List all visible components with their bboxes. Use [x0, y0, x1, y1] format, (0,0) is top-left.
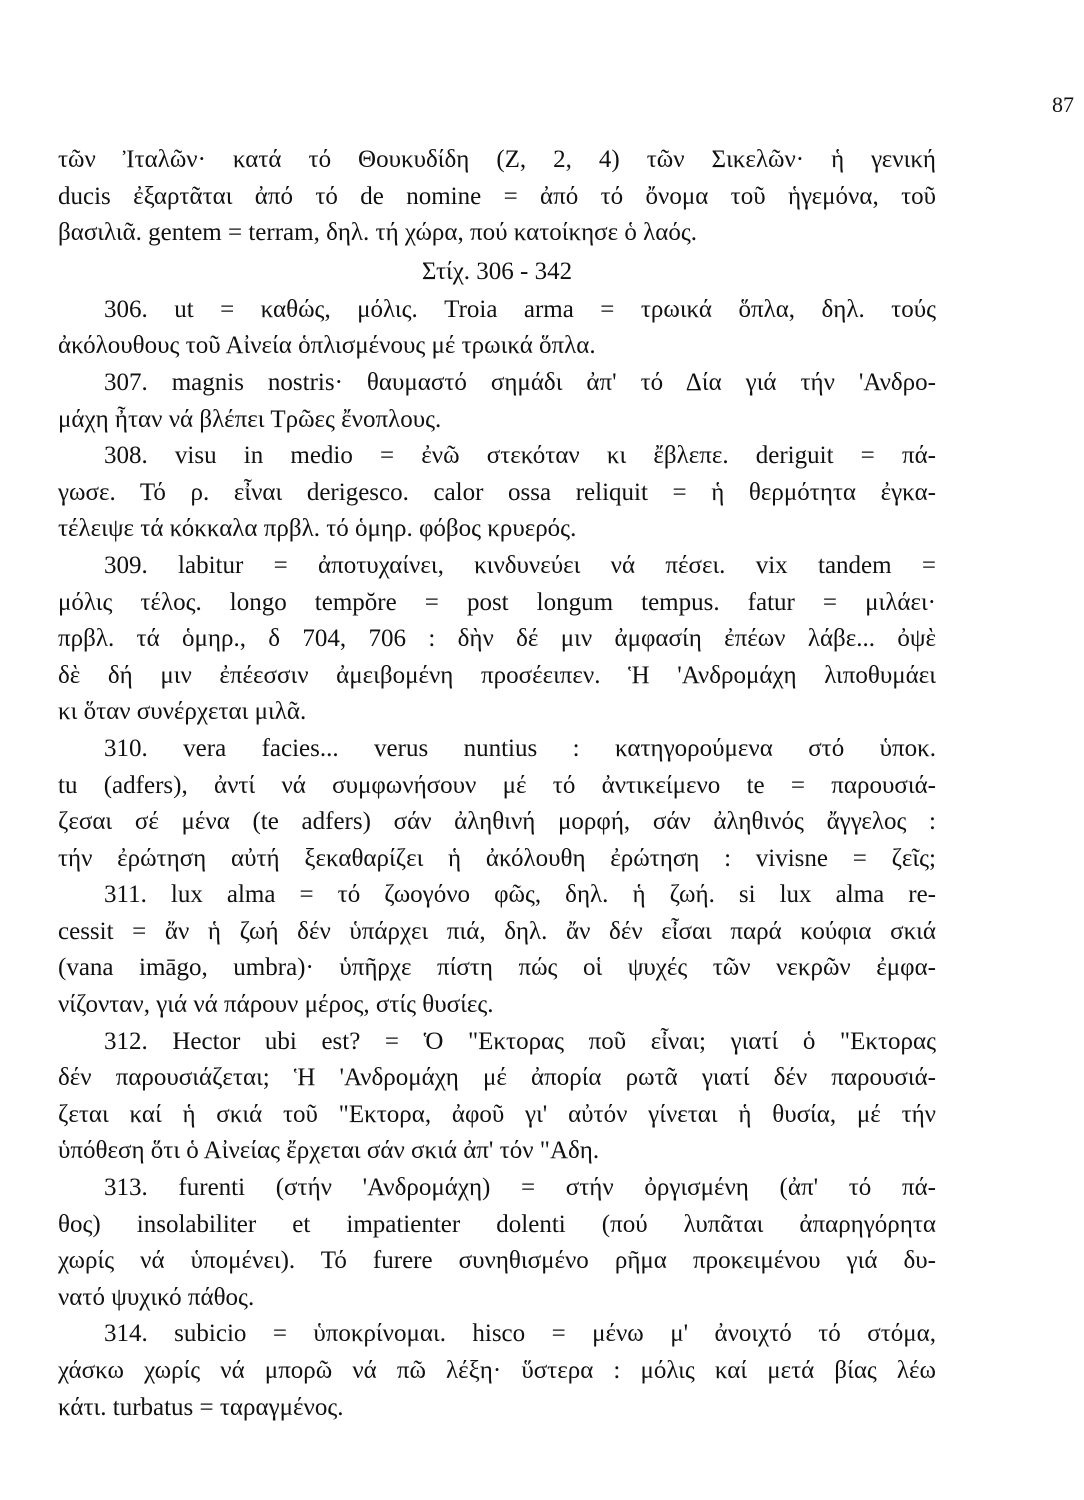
verse-note-start: 313. furenti (στήν 'Ανδρομάχη) = στήν ὀργισμένη (ἀπ' τό πά-	[104, 1174, 936, 1202]
text-line: γωσε. Τό ρ. εἶναι derigesco. calor ossa reliquit = ἡ θερμότητα ἐγκα-	[58, 478, 936, 506]
intro-paragraph	[58, 142, 936, 252]
text-line: χωρίς νά ὑπομένει). Τό furere συνηθισμένο ρῆμα προκειμένου γιά δυ-	[58, 1247, 936, 1275]
text-line: τέλειψε τά κόκκαλα πρβλ. τό ὁμηρ. φόβος κρυερός.	[58, 515, 577, 543]
text-line: θος) insolabiliter et impatienter dolenti (πού λυπᾶται ἀπαρηγόρητα	[58, 1210, 936, 1238]
text-line: χάσκω χωρίς νά μπορῶ νά πῶ λέξη· ὕστερα : μόλις καί μετά βίας λέω	[58, 1357, 936, 1384]
verse-note-start: 307. magnis nostris· θαυμαστό σημάδι ἀπ' τό Δία γιά τήν 'Ανδρο-	[104, 368, 936, 396]
verse-note-start: 314. subicio = ὑποκρίνομαι. hisco = μένω μ' ἀνοιχτό τό στόμα,	[104, 1320, 936, 1348]
text-line: tu (adfers), ἀντί νά συμφωνήσουν μέ τό ἀντικείμενο te = παρουσιά-	[58, 771, 936, 799]
text-line: τήν ἐρώτηση αὐτή ξεκαθαρίζει ἡ ἀκόλουθη ἐρώτηση : vivisne = ζεῖς;	[58, 844, 936, 872]
text-line: ζεσαι σέ μένα (te adfers) σάν ἀληθινή μορφή, σάν ἀληθινός ἄγγελος :	[58, 808, 936, 836]
text-line: τῶν Ἰταλῶν· κατά τό Θουκυδίδη (Z, 2, 4) τῶν Σικελῶν· ἡ γενική	[58, 146, 936, 173]
text-line: μόλις τέλος. longo tempŏre = post longum tempus. fatur = μιλάει·	[58, 588, 936, 616]
text-line: βασιλιᾶ. gentem = terram, δηλ. τή χώρα, πού κατοίκησε ὁ λαός.	[58, 219, 698, 247]
verse-note-start: 309. labitur = ἀποτυχαίνει, κινδυνεύει νά πέσει. vix tandem =	[104, 551, 936, 579]
verse-note-start: 310. vera facies... verus nuntius : κατηγορούμενα στό ὑποκ.	[104, 734, 936, 762]
text-line: δὲ δή μιν ἐπέεσσιν ἀμειβομένη προσέειπεν. Ἡ 'Ανδρομάχη λιποθυμάει	[58, 661, 936, 689]
text-line: πρβλ. τά ὁμηρ., δ 704, 706 : δὴν δέ μιν ἀμφασίη ἐπέων λάβε... ὀψὲ	[58, 625, 936, 653]
text-line: cessit = ἄν ἡ ζωή δέν ὑπάρχει πιά, δηλ. ἄν δέν εἶσαι παρά κούφια σκιά	[58, 917, 936, 945]
text-line: κάτι. turbatus = ταραγμένος.	[58, 1393, 344, 1421]
section-heading: Στίχ. 306 - 342	[421, 257, 573, 285]
verse-note-start: 306. ut = καθώς, μόλις. Troia arma = τρωικά ὅπλα, δηλ. τούς	[104, 295, 936, 323]
text-line: (vana imāgo, umbra)· ὑπῆρχε πίστη πώς οἱ ψυχές τῶν νεκρῶν ἐμφα-	[58, 954, 936, 982]
text-line: κι ὅταν συνέρχεται μιλᾶ.	[58, 698, 307, 726]
verse-note-start: 312. Hector ubi est? = Ὁ "Εκτορας ποῦ εἶναι; γιατί ὁ "Εκτορας	[104, 1027, 936, 1055]
text-line: ὑπόθεση ὅτι ὁ Αἰνείας ἔρχεται σάν σκιά ἀπ' τόν "Αδη.	[58, 1137, 600, 1165]
commentary-body	[58, 292, 936, 1426]
text-line: μάχη ἦταν νά βλέπει Τρῶες ἔνοπλους.	[58, 405, 442, 433]
text-line: ducis ἐξαρτᾶται ἀπό τό de nomine = ἀπό τό ὄνομα τοῦ ἡγεμόνα, τοῦ	[58, 182, 936, 210]
verse-note-start: 311. lux alma = τό ζωογόνο φῶς, δηλ. ἡ ζωή. si lux alma re-	[104, 881, 936, 909]
text-line: ζεται καί ἡ σκιά τοῦ "Εκτορα, ἀφοῦ γι' αὐτόν γίνεται ἡ θυσία, μέ τήν	[58, 1100, 936, 1128]
text-line: ἀκόλουθους τοῦ Αἰνεία ὁπλισμένους μέ τρωικά ὅπλα.	[58, 332, 596, 360]
verse-note-start: 308. visu in medio = ἐνῶ στεκόταν κι ἔβλεπε. deriguit = πά-	[104, 442, 936, 470]
text-line: δέν παρουσιάζεται; Ἡ 'Ανδρομάχη μέ ἀπορία ρωτᾶ γιατί δέν παρουσιά-	[58, 1064, 936, 1092]
page-number: 87	[1052, 92, 1074, 117]
text-line: νατό ψυχικό πάθος.	[58, 1283, 255, 1311]
text-line: νίζονταν, γιά νά πάρουν μέρος, στίς θυσίες.	[58, 991, 494, 1019]
text-block	[58, 142, 936, 1426]
